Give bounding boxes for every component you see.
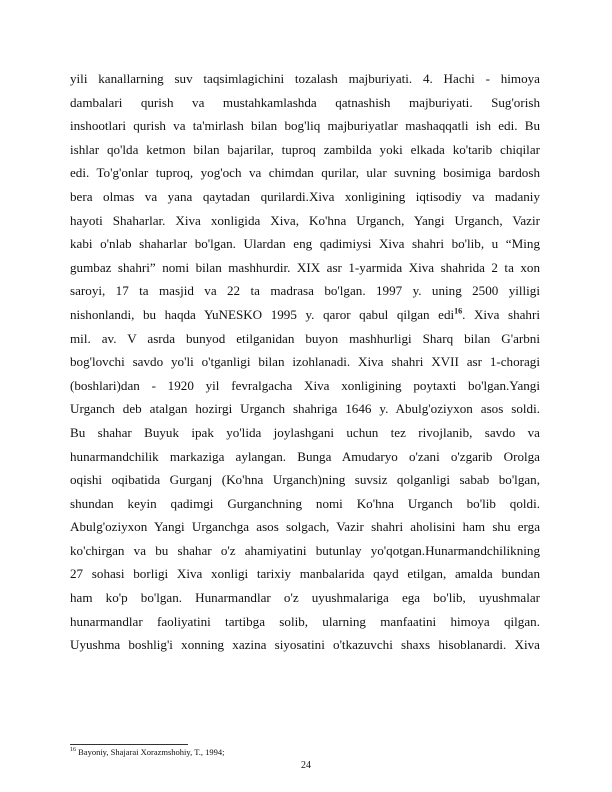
text-line-15: Urganch deb atalgan hozirgi Urganch shahriga 1646 y. Abulg'oziyxon asos soldi. xyxy=(70,401,540,417)
text-line-8: kabi o'nlab shaharlar bo'lgan. Ulardan eng qadimiysi Xiva shahri bo'lib, u “Ming xyxy=(70,236,540,252)
page-number: 24 xyxy=(301,760,311,771)
text-line-20: Abulg'oziyxon Yangi Urganchga asos solgach, Vazir shahri aholisini ham shu erga xyxy=(70,519,540,535)
body-text xyxy=(70,67,540,657)
text-line-14: (boshlari)dan - 1920 yil fevralgacha Xiva xonligining poytaxti bo'lgan.Yangi xyxy=(70,377,540,393)
text-line-2: dambalari qurish va mustahkamlashda qatnashish majburiyati. Sug'orish xyxy=(70,94,540,110)
text-line-22: 27 sohasi borligi Xiva xonligi tarixiy manbalarida qayd etilgan, amalda bundan xyxy=(70,566,540,582)
text-line-13: bog'lovchi savdo yo'li o'tganligi bilan izohlanadi. Xiva shahri XVII asr 1-choragi xyxy=(70,354,540,370)
text-line-1: yili kanallarning suv taqsimlagichini tozalash majburiyati. 4. Hachi - himoya xyxy=(70,71,540,86)
footnote-text: Bayoniy, Shajarai Xorazmshohiy, T., 1994; xyxy=(76,747,225,757)
text-line-25: Uyushma boshlig'i xonning xazina siyosatini o'tkazuvchi shaxs hisoblanardi. Xiva xyxy=(70,637,540,653)
footnote-number: 16 xyxy=(70,747,76,754)
text-line-3: inshootlari qurish va ta'mirlash bilan bog'liq majburiyatlar mashaqqatli ish edi. Bu xyxy=(70,118,540,134)
text-line-7: hayoti Shaharlar. Xiva xonligida Xiva, Ko'hna Urganch, Yangi Urganch, Vazir xyxy=(70,212,540,228)
text-line-10: saroyi, 17 ta masjid va 22 ta madrasa bo'lgan. 1997 y. uning 2500 yilligi xyxy=(70,283,540,299)
footnote-reference[interactable]: 16 xyxy=(454,306,463,316)
footnote xyxy=(70,747,540,758)
text-line-16: Bu shahar Buyuk ipak yo'lida joylashgani uchun tez rivojlanib, savdo va xyxy=(70,424,540,440)
text-line-6: bera olmas va yana qaytadan qurilardi.Xiva xonligining iqtisodiy va madaniy xyxy=(70,188,540,204)
text-line-12: mil. av. V asrda bunyod etilganidan buyon mashhurligi Sharq bilan G'arbni xyxy=(70,330,540,346)
text-line-24: hunarmandlar faoliyatini tartibga solib, ularning manfaatini himoya qilgan. xyxy=(70,613,540,629)
text-line-11-start: nishonlandi, bu haqda YuNESKO 1995 y. qaror qabul qilgan edi xyxy=(70,306,455,322)
text-line-21: ko'chirgan va bu shahar o'z ahamiyatini butunlay yo'qotgan.Hunarmandchilikning xyxy=(70,542,540,558)
text-line-5: edi. To'g'onlar tuproq, yog'och va chimdan qurilar, ular suvning bosimiga bardosh xyxy=(70,165,540,181)
footnote-divider xyxy=(70,744,188,745)
text-line-17: hunarmandchilik markaziga aylangan. Bunga Amudaryo o'zani o'zgarib Orolga xyxy=(70,448,540,464)
text-line-11-end: . Xiva shahri xyxy=(462,306,540,322)
text-line-23: ham ko'p bo'lgan. Hunarmandlar o'z uyushmalariga ega bo'lib, uyushmalar xyxy=(70,590,540,606)
text-line-11 xyxy=(70,303,540,327)
text-line-18: oqishi oqibatida Gurganj (Ko'hna Urganch)ning suvsiz qolganligi sabab bo'lgan, xyxy=(70,472,540,488)
text-line-19: shundan keyin qadimgi Gurganchning nomi Ko'hna Urganch bo'lib qoldi. xyxy=(70,495,540,511)
text-line-9: gumbaz shahri” nomi bilan mashhurdir. XIX asr 1-yarmida Xiva shahrida 2 ta xon xyxy=(70,259,540,275)
text-line-4: ishlar qo'lda ketmon bilan bajarilar, tuproq zambilda yoki elkada ko'tarib chiqilar xyxy=(70,141,540,157)
